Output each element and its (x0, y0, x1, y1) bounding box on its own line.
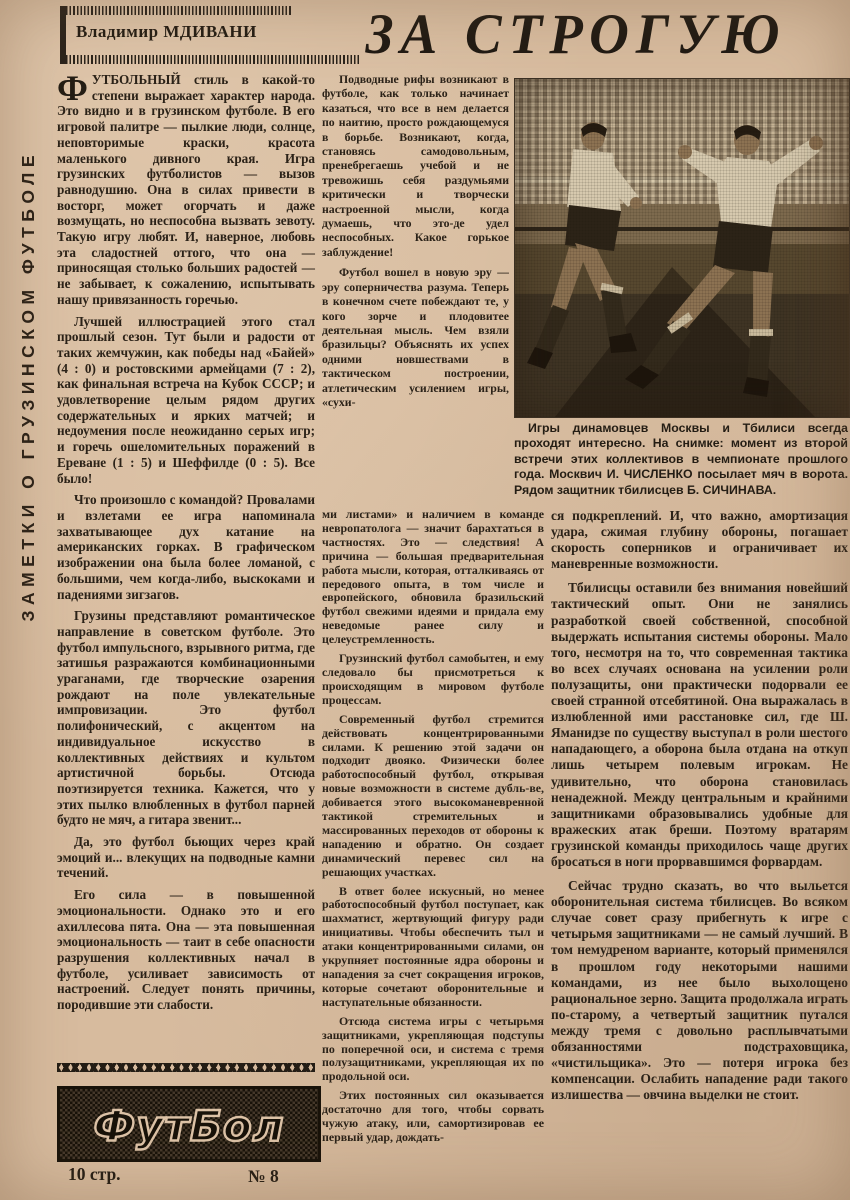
match-photo (514, 78, 850, 418)
futbol-logo (57, 1086, 321, 1162)
article-paragraph: Сейчас трудно сказать, во что выльется оборонительная система тбилисцев. Во всяком случае совет сразу прибегнуть к игре с четырьмя защитниками — не самый лучший. В том немудреном варианте, который применялся в прошлом году некоторыми нашими командами, из нее было выхолощено рациональное зерно. Защита продолжала играть по-старому, а четвертый защитник путался между тремя с довольно расплывчатыми обязанностями подстраховщика, «чистильщика». Это — потеря игрока без компенсации. Ослабить нападение ради такого излишества — овчина выделки не стоит. (551, 878, 848, 1103)
article-paragraph (57, 68, 315, 308)
player-right (625, 125, 823, 397)
article-paragraph: Подводные рифы возникают в футболе, как только начинает казаться, что все в нем делается по наитию, просто рождающемуся в борьбе. Возникают, когда, становясь самодовольным, пренебрегаешь учебой и не тревожишь себя раздумьями критически и творчески настроенной мысли, когда думаешь, что это-де удел неспособных. Какое горькое заблуждение! (322, 72, 509, 259)
photo-caption (514, 421, 848, 498)
players-silhouette (515, 79, 849, 417)
futbol-logo-text: ФутБол (93, 1101, 285, 1151)
wavy-divider (57, 1063, 315, 1072)
page-number: 10 стр. (68, 1164, 121, 1184)
article-paragraph: Футбол вошел в новую эру — эру соперничества разума. Теперь в конечном счете побеждают те, у кого зорче и плодовитее деятельная мысль. Чем взяли бразильцы? Объяснять их успех одними новшествами в тактическом построении, атлетическим усилением игры, «сухи- (322, 265, 509, 409)
side-title-strip (0, 58, 56, 713)
headline: ЗА СТРОГУЮ (365, 1, 787, 65)
drop-cap: Ф (57, 68, 88, 108)
side-title: ЗАМЕТКИ О ГРУЗИНСКОМ ФУТБОЛЕ (17, 149, 38, 622)
author-name: Владимир МДИВАНИ (76, 22, 257, 41)
photo-caption-text: Игры динамовцев Москвы и Тбилиси всегда проходят интересно. На снимке: момент из второй встречи этих коллективов в чемпионате прошлого года. Москвич И. ЧИСЛЕНКО посылает мяч в ворота. Рядом защитник тбилисцев Б. СИЧИНАВА. (514, 421, 848, 497)
article-paragraph: ми листами» и наличием в команде невропатолога — значит барахтаться в частностях. Это — следствия! А причина — большая предварительная работа мысли, которая, отталкиваясь от передового опыта, в том числе и европейского, обновила бразильский футбол свежими идеями и придала ему неведомые ранее силу и целеустремленность. (322, 507, 544, 647)
article-paragraph: Его сила — в повышенной эмоциональности. Однако это и его ахиллесова пята. Она — эта повышенная эмоциональность — таит в себе опасности разрушения коллективных начал в футболе, усиливает зависимость от настроений. Следует понять причины, породившие эти слабости. (57, 887, 315, 1013)
paragraph-text: УТБОЛЬНЫЙ стиль в какой-то степени выражает характер народа. Это видно и в грузинском футболе. В его игровой палитре — пылкие люди, солнце, неповторимые краски, красота маленького дивного края. Игра грузинских футболистов — вызов равнодушию. Она в силах привести в восторг, может огорчать и даже возмущать, но неспособна вызвать зевоту. Такую игру любят. И, наверное, любовь эта сладостней оттого, что она — приносящая столько больших радостей — не забывает, к сожалению, испытывать нашу привязанность горечью. (57, 72, 315, 307)
article-paragraph: ся подкреплений. И, что важно, амортизация удара, сжимая глубину обороны, погашает скорость соперников и ограничивает их маневренные возможности. (551, 508, 848, 572)
article-paragraph: Отсюда система игры с четырьмя защитниками, укрепляющая подступы по поперечной оси, и система с тремя полузащитниками, укрепляющая их по продольной оси. (322, 1013, 544, 1084)
article-paragraph: Грузины представляют романтическое направление в советском футболе. Это футбол импульсного, взрывного ритма, где затишья разражаются комбинационными ураганами, где творческие озарения рождают на поле увлекательные импровизации. Это футбол полифонический, с акцентом на индивидуальное искусство в коллективных действиях и культом артистичной борьбы. Отсюда поэтизируется техника. Кажется, что у этих пылко влюбленных в футбол парней будто не мяч, а гитара звенит... (57, 608, 315, 828)
article-paragraph: Грузинский футбол самобытен, и ему следовало бы присмотреться к происходящим в мировом футболе процессам. (322, 651, 544, 707)
article-column-2-top (322, 72, 509, 505)
hatch-band-top (66, 6, 292, 15)
issue-number: № 8 (248, 1166, 279, 1186)
author-box (60, 6, 300, 64)
article-paragraph: Лучшей иллюстрацией этого стал прошлый сезон. Тут были и радости от таких жемчужин, как победы над «Байей» (4 : 0) и ростовскими армейцами (7 : 2), как финальная встреча на Кубок СССР; и удовлетворение целым рядом других содержательных и ярких матчей; и недоумения после неожиданно серых игр; и горечь ошеломительных поражений в Ереване (1 : 5) и Шеффилде (0 : 5). Все было! (57, 313, 315, 486)
article-paragraph: Да, это футбол бьющих через край эмоций и... влекущих на подводные камни течений. (57, 834, 315, 881)
article-column-1 (57, 68, 315, 1019)
article-paragraph: В ответ более искусный, но менее работоспособный футбол поступает, как шахматист, жертвующий фигуру ради инициативы. Чтобы обеспечить тыл и атаки концентрированными силами, он укрупняет постоянные ядра обороны и нападения за счет сокращения игроков, которые сочетают оборонительные и наступательные обязанности. (322, 883, 544, 1009)
article-paragraph: Этих постоянных сил оказывается достаточно для того, чтобы сорвать чужую атаку, или, самортизировав ее первый удар, дождать- (322, 1088, 544, 1144)
article-paragraph: Современный футбол стремится действовать концентрированными силами. К решению этой задачи он подходит двояко. Физически более работоспособный футбол, открывая новые возможности в системе дубль-ве, добивается этого высокоманевренной тактикой стремительных и массированных переходов от обороны к нападению и обратно. Он создает динамический перевес сил на решающих участках. (322, 711, 544, 879)
player-left (527, 122, 642, 369)
article-paragraph: Тбилисцы оставили без внимания новейший тактический опыт. Они не занялись разработкой своей собственной, способной выдержать испытания системы обороны. Мало того, несмотря на то, что современная тактика во всех случаях основана на усилении роли полузащиты, они практически подорвали ее своей странной отсебятиной. Она выражалась в излюбленной ими расстановке сил, где Ш. Яманидзе по существу выступал в роли шестого нападающего, а оборона была отдана на откуп лишь четырем полевым игрокам. Не удивительно, что оборона становилась ненадежной. Между центральным и крайними защитниками образовывались удобные для вражеских атак бреши. Поэтому вратарям грузинской команды приходилось чаще других бросаться в ноги прорвавшимся форвардам. (551, 580, 848, 869)
article-column-3 (551, 508, 848, 1111)
article-column-2-bottom (322, 508, 544, 1150)
article-paragraph: Что произошло с командой? Провалами и взлетами ее игра напоминала захватывающее дух катание на американских горках. В графическом изображении она была более ломаной, с большими, чем когда-либо, выскоками и падениями зигзагов. (57, 492, 315, 602)
